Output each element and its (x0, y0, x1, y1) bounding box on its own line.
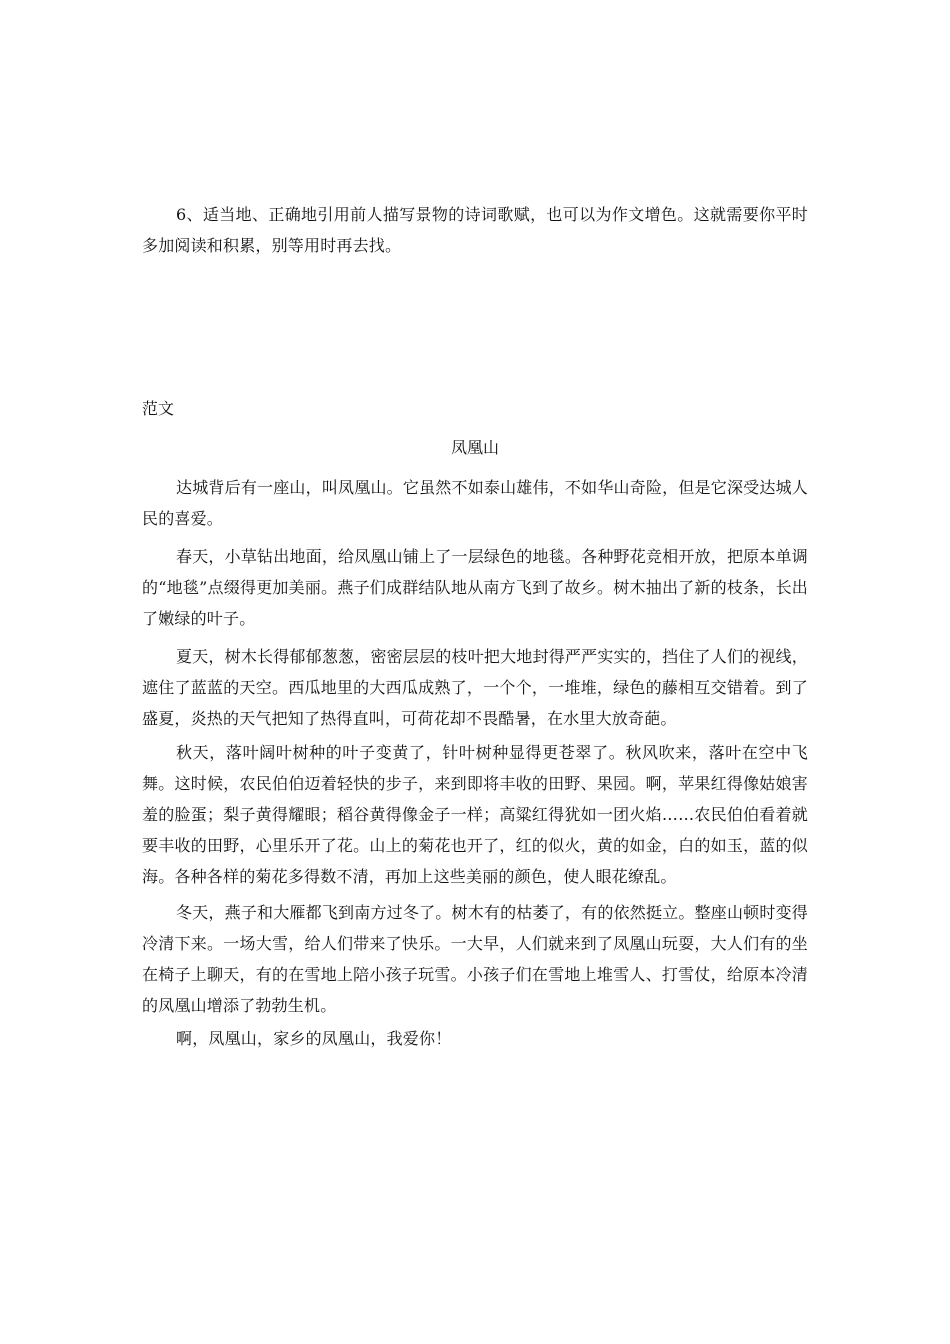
essay-paragraph-autumn: 秋天，落叶阔叶树种的叶子变黄了，针叶树种显得更苍翠了。秋风吹来，落叶在空中飞舞。这时候，农民伯伯迈着轻快的步子，来到即将丰收的田野、果园。啊，苹果红得像姑娘害羞的脸蛋；梨子黄得耀眼；稻谷黄得像金子一样；高粱红得犹如一团火焰……农民伯伯看着就要丰收的田野，心里乐开了花。山上的菊花也开了，红的似火，黄的如金，白的如玉，蓝的似海。各种各样的菊花多得数不清，再加上这些美丽的颜色，使人眼花缭乱。 (142, 743, 808, 886)
essay-title: 凤凰山 (450, 438, 499, 457)
tip-paragraph: 6、适当地、正确地引用前人描写景物的诗词歌赋，也可以为作文增色。这就需要你平时多加阅读和积累，别等用时再去找。 (142, 205, 808, 255)
essay-paragraph-winter: 冬天，燕子和大雁都飞到南方过冬了。树木有的枯萎了，有的依然挺立。整座山顿时变得冷清下来。一场大雪，给人们带来了快乐。一大早，人们就来到了凤凰山玩耍，大人们有的坐在椅子上聊天，有的在雪地上陪小孩子玩雪。小孩子们在雪地上堆雪人、打雪仗，给原本冷清的凤凰山增添了勃勃生机。 (142, 903, 808, 1015)
section-label: 范文 (142, 399, 175, 418)
essay-paragraph-closing: 啊，凤凰山，家乡的凤凰山，我爱你！ (176, 1029, 452, 1048)
essay-paragraph-intro: 达城背后有一座山，叫凤凰山。它虽然不如泰山雄伟，不如华山奇险，但是它深受达城人民的喜爱。 (142, 478, 808, 528)
essay-paragraph-summer: 夏天，树木长得郁郁葱葱，密密层层的枝叶把大地封得严严实实的，挡住了人们的视线，遮住了蓝蓝的天空。西瓜地里的大西瓜成熟了，一个个，一堆堆，绿色的藤相互交错着。到了盛夏，炎热的天气把知了热得直叫，可荷花却不畏酷暑，在水里大放奇葩。 (142, 647, 808, 728)
essay-paragraph-spring: 春天，小草钻出地面，给凤凰山铺上了一层绿色的地毯。各种野花竞相开放，把原本单调的“地毯”点缀得更加美丽。燕子们成群结队地从南方飞到了故乡。树木抽出了新的枝条，长出了嫩绿的叶子。 (142, 547, 808, 628)
